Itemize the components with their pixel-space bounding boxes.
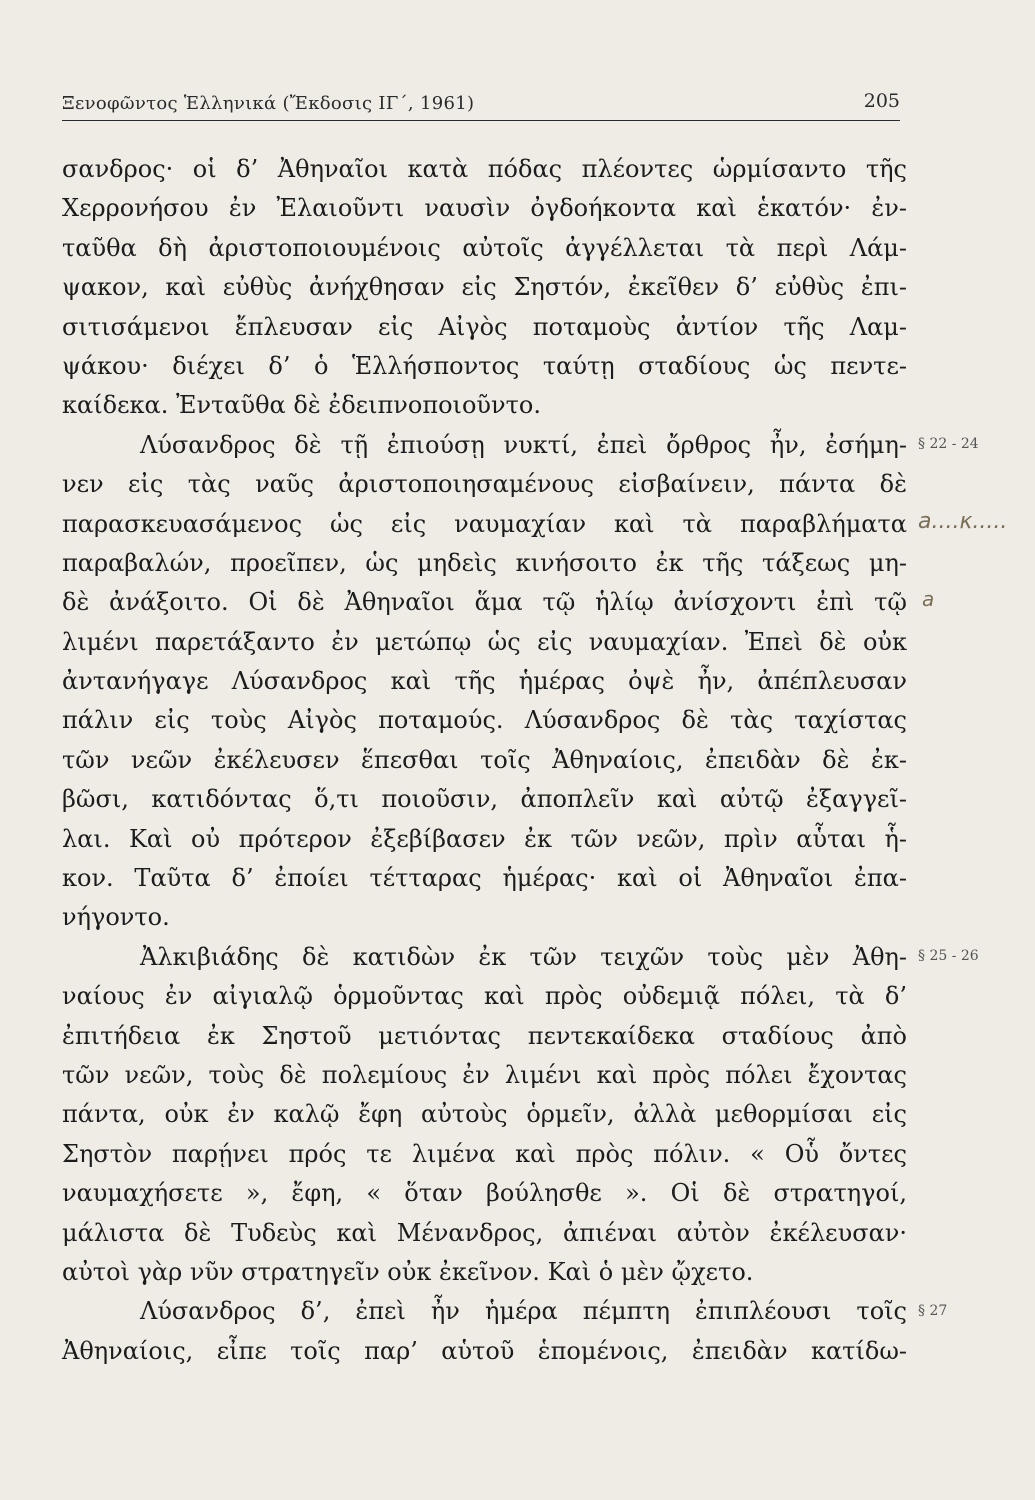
section-reference: § 22 - 24 [918, 435, 979, 452]
text-line: κον. Ταῦτα δ’ ἐποίει τέτταρας ἡμέρας· καὶ οἱ Ἀθηναῖοι ἐπα- [62, 864, 907, 893]
text-line: ψακον, καὶ εὐθὺς ἀνήχθησαν εἰς Σηστόν, ἐκεῖθεν δ’ εὐθὺς ἐπι- [62, 273, 907, 302]
text-line: Σηστὸν παρῄνει πρός τε λιμένα καὶ πρὸς πόλιν. « Οὗ ὄντες [62, 1139, 907, 1168]
text-line: τῶν νεῶν ἐκέλευσεν ἕπεσθαι τοῖς Ἀθηναίοις, ἐπειδὰν δὲ ἐκ- [62, 745, 907, 774]
text-line: τῶν νεῶν, τοὺς δὲ πολεμίους ἐν λιμένι καὶ πρὸς πόλει ἔχοντας [62, 1060, 907, 1089]
text-line: ναίους ἐν αἰγιαλῷ ὁρμοῦντας καὶ πρὸς οὐδεμιᾷ πόλει, τὰ δ’ [62, 982, 907, 1011]
text-line: Ἀθηναίοις, εἶπε τοῖς παρ’ αὑτοῦ ἑπομένοις, ἐπειδὰν κατίδω- [62, 1336, 907, 1365]
text-line: πάντα, οὐκ ἐν καλῷ ἔφη αὐτοὺς ὁρμεῖν, ἀλλὰ μεθορμίσαι εἰς [62, 1100, 907, 1129]
text-line: πάλιν εἰς τοὺς Αἰγὸς ποταμούς. Λύσανδρος δὲ τὰς ταχίστας [62, 706, 907, 735]
section-reference: § 25 - 26 [918, 948, 979, 964]
section-reference: § 27 [918, 1302, 948, 1319]
running-header [62, 76, 900, 121]
text-line: σανδρος· οἱ δ’ Ἀθηναῖοι κατὰ πόδας πλέοντες ὡρμίσαντο τῆς [62, 155, 907, 183]
text-line: παραβαλών, προεῖπεν, ὡς μηδεὶς κινήσοιτο ἐκ τῆς τάξεως μη- [62, 548, 907, 577]
text-line: ναυμαχήσετε », ἔφη, « ὅταν βούλησθε ». Οἱ δὲ στρατηγοί, [62, 1179, 907, 1208]
text-line: νήγοντο. [62, 903, 170, 932]
text-line: καίδεκα. Ἐνταῦθα δὲ ἐδειπνοποιοῦντο. [62, 391, 541, 420]
text-line: παρασκευασάμενος ὡς εἰς ναυμαχίαν καὶ τὰ παραβλήματα [62, 509, 907, 538]
handwritten-annotation: a....κ..... [918, 508, 1008, 534]
text-line: νεν εἰς τὰς ναῦς ἀριστοποιησαμένους εἰσβαίνειν, πάντα δὲ [62, 470, 907, 499]
text-line: Λύσανδρος δ’, ἐπεὶ ἦν ἡμέρα πέμπτη ἐπιπλέουσι τοῖς [140, 1297, 907, 1326]
text-line: βῶσι, κατιδόντας ὅ,τι ποιοῦσιν, ἀποπλεῖν καὶ αὐτῷ ἐξαγγεῖ- [62, 785, 907, 814]
text-line: ἀντανήγαγε Λύσανδρος καὶ τῆς ἡμέρας ὀψὲ ἦν, ἀπέπλευσαν [62, 667, 907, 696]
text-line: ταῦθα δὴ ἀριστοποιουμένοις αὐτοῖς ἀγγέλλεται τὰ περὶ Λάμ- [62, 233, 907, 262]
text-line: Ἀλκιβιάδης δὲ κατιδὼν ἐκ τῶν τειχῶν τοὺς μὲν Ἀθη- [140, 942, 907, 971]
page-number: 205 [863, 90, 900, 112]
text-line: λαι. Καὶ οὐ πρότερον ἐξεβίβασεν ἐκ τῶν νεῶν, πρὶν αὗται ἧ- [62, 824, 907, 853]
text-line: ἐπιτήδεια ἐκ Σηστοῦ μετιόντας πεντεκαίδεκα σταδίους ἀπὸ [62, 1021, 907, 1050]
text-line: σιτισάμενοι ἔπλευσαν εἰς Αἰγὸς ποταμοὺς ἀντίον τῆς Λαμ- [62, 312, 907, 341]
handwritten-annotation: a [922, 587, 935, 612]
text-line: Λύσανδρος δὲ τῇ ἐπιούσῃ νυκτί, ἐπεὶ ὄρθρος ἦν, ἐσήμη- [140, 430, 907, 459]
text-line: μάλιστα δὲ Τυδεὺς καὶ Μένανδρος, ἀπιέναι αὐτὸν ἐκέλευσαν· [62, 1218, 907, 1247]
text-line: ψάκου· διέχει δ’ ὁ Ἑλλήσποντος ταύτῃ σταδίους ὡς πεντε- [62, 351, 907, 380]
text-line: δὲ ἀνάξοιτο. Οἱ δὲ Ἀθηναῖοι ἅμα τῷ ἡλίῳ ἀνίσχοντι ἐπὶ τῷ [62, 588, 907, 617]
text-line: λιμένι παρετάξαντο ἐν μετώπῳ ὡς εἰς ναυμαχίαν. Ἐπεὶ δὲ οὐκ [62, 627, 907, 656]
header-title: Ξενοφῶντος Ἑλληνικά (Ἔκδοσις ΙΓ΄, 1961) [62, 93, 475, 114]
text-line: αὐτοὶ γὰρ νῦν στρατηγεῖν οὐκ ἐκεῖνον. Καὶ ὁ μὲν ᾤχετο. [62, 1257, 754, 1286]
body-text [62, 150, 907, 1371]
text-line: Χερρονήσου ἐν Ἐλαιοῦντι ναυσὶν ὀγδοήκοντα καὶ ἑκατόν· ἐν- [62, 194, 907, 223]
